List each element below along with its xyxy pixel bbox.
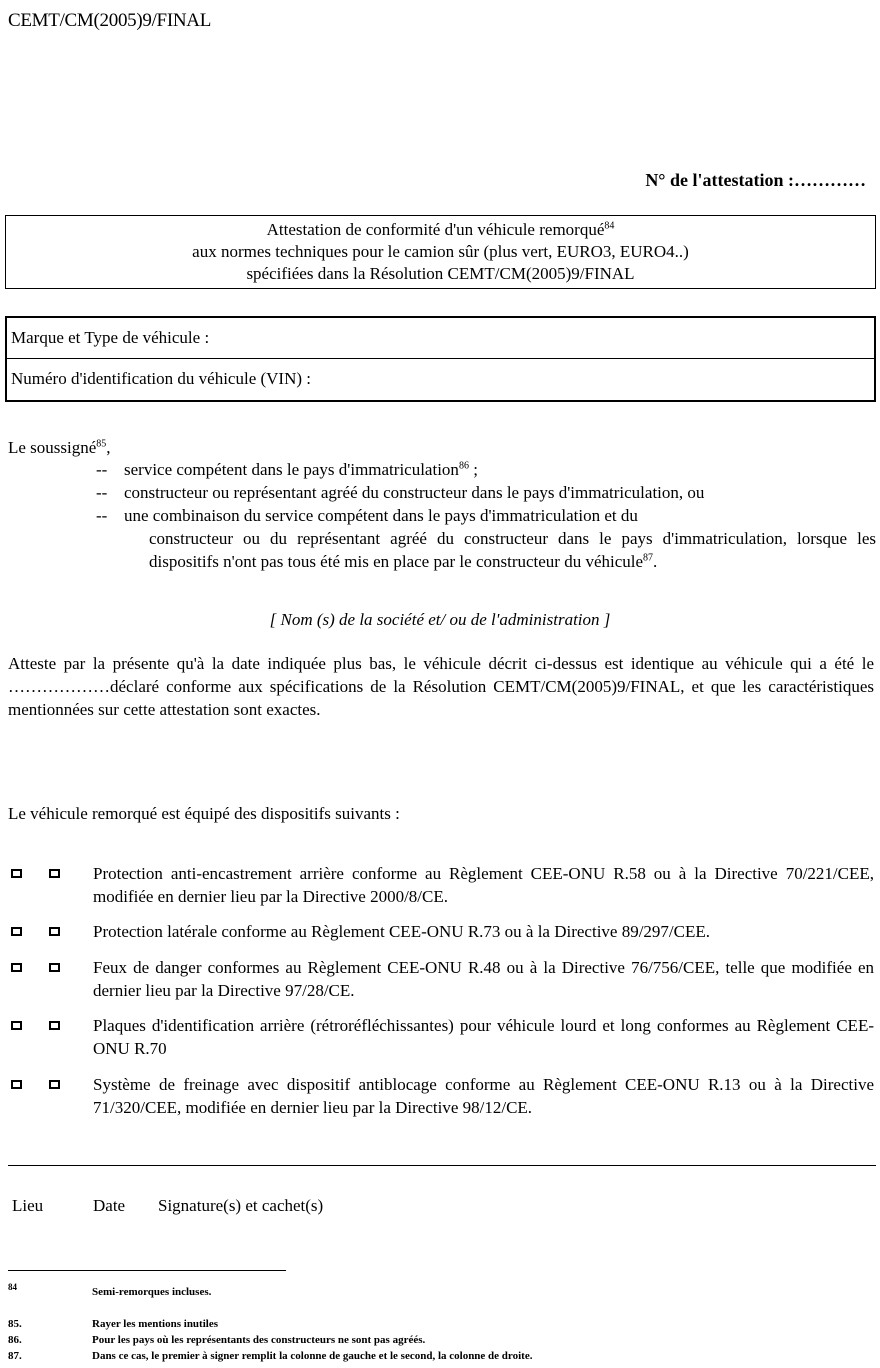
signatory-label-suffix: , [106, 438, 111, 457]
footnote-ref-84: 84 [604, 220, 615, 232]
equipment-item-text: Protection latérale conforme au Règlement CEE-ONU R.73 ou à la Directive 89/297/CEE. [93, 922, 711, 941]
option-continuation [124, 527, 876, 573]
option-dash: -- [96, 460, 108, 479]
make-type-field: Marque et Type de véhicule : [11, 328, 210, 347]
footnote-86-text: Pour les pays où les représentants des constructeurs ne sont pas agréés. [92, 1334, 426, 1346]
equipment-item-text: Feux de danger conformes au Règlement CEE-ONU R.48 ou à la Directive 76/756/CEE, telle que modifiée en dernier lieu par la Directive 97/28/CE. [93, 958, 874, 1000]
option-suffix: . [653, 552, 658, 571]
signatory-options [96, 458, 876, 573]
signatory-label [8, 438, 111, 458]
option-suffix: ; [468, 460, 478, 479]
equipment-item-text: Protection anti-encastrement arrière conforme au Règlement CEE-ONU R.58 ou à la Directive 70/221/CEE, modifiée en dernier lieu par la Directive 2000/8/CE. [93, 864, 874, 906]
equipment-item-text: Système de freinage avec dispositif antiblocage conforme au Règlement CEE-ONU R.13 ou à la Directive 71/320/CEE, modifiée en dernier lieu par la Directive 98/12/CE. [93, 1075, 874, 1117]
signature-label: Signature(s) et cachet(s) [158, 1196, 324, 1215]
option-dash: -- [96, 506, 108, 525]
footnote-ref-85: 85 [96, 438, 107, 450]
company-placeholder: [ Nom (s) de la société et/ ou de l'administration ] [269, 610, 611, 629]
signatory-option-1 [96, 458, 876, 481]
checkbox-right-icon[interactable] [49, 869, 60, 878]
checkbox-right-icon[interactable] [49, 1021, 60, 1030]
checkbox-left-icon[interactable] [11, 927, 22, 936]
vehicle-info-box [5, 316, 876, 402]
signature-divider [8, 1165, 876, 1166]
checkbox-left-icon[interactable] [11, 1080, 22, 1089]
attestation-number-field: N° de l'attestation :………… [645, 170, 866, 190]
date-label: Date [93, 1196, 126, 1215]
signatory-option-2 [96, 481, 876, 504]
checkbox-right-icon[interactable] [49, 963, 60, 972]
title-line-2: aux normes techniques pour le camion sûr (plus vert, EURO3, EURO4..) [192, 242, 689, 261]
option-text: une combinaison du service compétent dans le pays d'immatriculation et du [124, 506, 638, 525]
footnote-ref-87: 87 [643, 552, 654, 564]
title-line-3: spécifiées dans la Résolution CEMT/CM(2005)9/FINAL [246, 264, 635, 283]
equipment-intro: Le véhicule remorqué est équipé des dispositifs suivants : [8, 804, 400, 823]
footnote-87-number: 87. [8, 1350, 22, 1362]
footnote-divider [8, 1270, 286, 1271]
footnote-84-number: 84 [8, 1282, 17, 1292]
option-continuation-text: constructeur ou du représentant agréé du constructeur dans le pays d'immatriculation, lorsque les dispositifs n'ont pas tous été mis en place par le constructeur du véhicule [149, 529, 876, 571]
checkbox-right-icon[interactable] [49, 1080, 60, 1089]
title-box [5, 215, 876, 289]
checkbox-left-icon[interactable] [11, 1021, 22, 1030]
option-text: service compétent dans le pays d'immatriculation [124, 460, 459, 479]
document-reference: CEMT/CM(2005)9/FINAL [8, 10, 212, 31]
option-dash: -- [96, 483, 108, 502]
checkbox-right-icon[interactable] [49, 927, 60, 936]
signatory-label-text: Le soussigné [8, 438, 97, 457]
option-text: constructeur ou représentant agréé du constructeur dans le pays d'immatriculation, ou [124, 483, 705, 502]
place-label: Lieu [12, 1196, 44, 1215]
declaration-text: Atteste par la présente qu'à la date indiquée plus bas, le véhicule décrit ci-dessus est identique au véhicule qui a été le ………………déclaré conforme aux spécifications de la Résolution CEMT/CM(2005)9/FINAL, et que les caractéristiques mentionnées sur cette attestation sont exactes. [8, 654, 874, 719]
equipment-item-text: Plaques d'identification arrière (rétroréfléchissantes) pour véhicule lourd et long conformes au Règlement CEE-ONU R.70 [93, 1016, 874, 1058]
footnote-86-number: 86. [8, 1334, 22, 1346]
footnote-84-text: Semi-remorques incluses. [92, 1286, 212, 1298]
signatory-option-3 [96, 504, 876, 573]
checkbox-left-icon[interactable] [11, 869, 22, 878]
title-line-1 [6, 219, 875, 241]
title-line-1-text: Attestation de conformité d'un véhicule remorqué [266, 220, 605, 239]
checkbox-left-icon[interactable] [11, 963, 22, 972]
footnote-ref-86: 86 [458, 460, 469, 472]
footnote-85-number: 85. [8, 1318, 22, 1330]
vin-field: Numéro d'identification du véhicule (VIN) : [7, 358, 874, 401]
footnote-87-text: Dans ce cas, le premier à signer remplit la colonne de gauche et le second, la colonne de droite. [92, 1350, 533, 1362]
footnote-85-text: Rayer les mentions inutiles [92, 1318, 218, 1330]
